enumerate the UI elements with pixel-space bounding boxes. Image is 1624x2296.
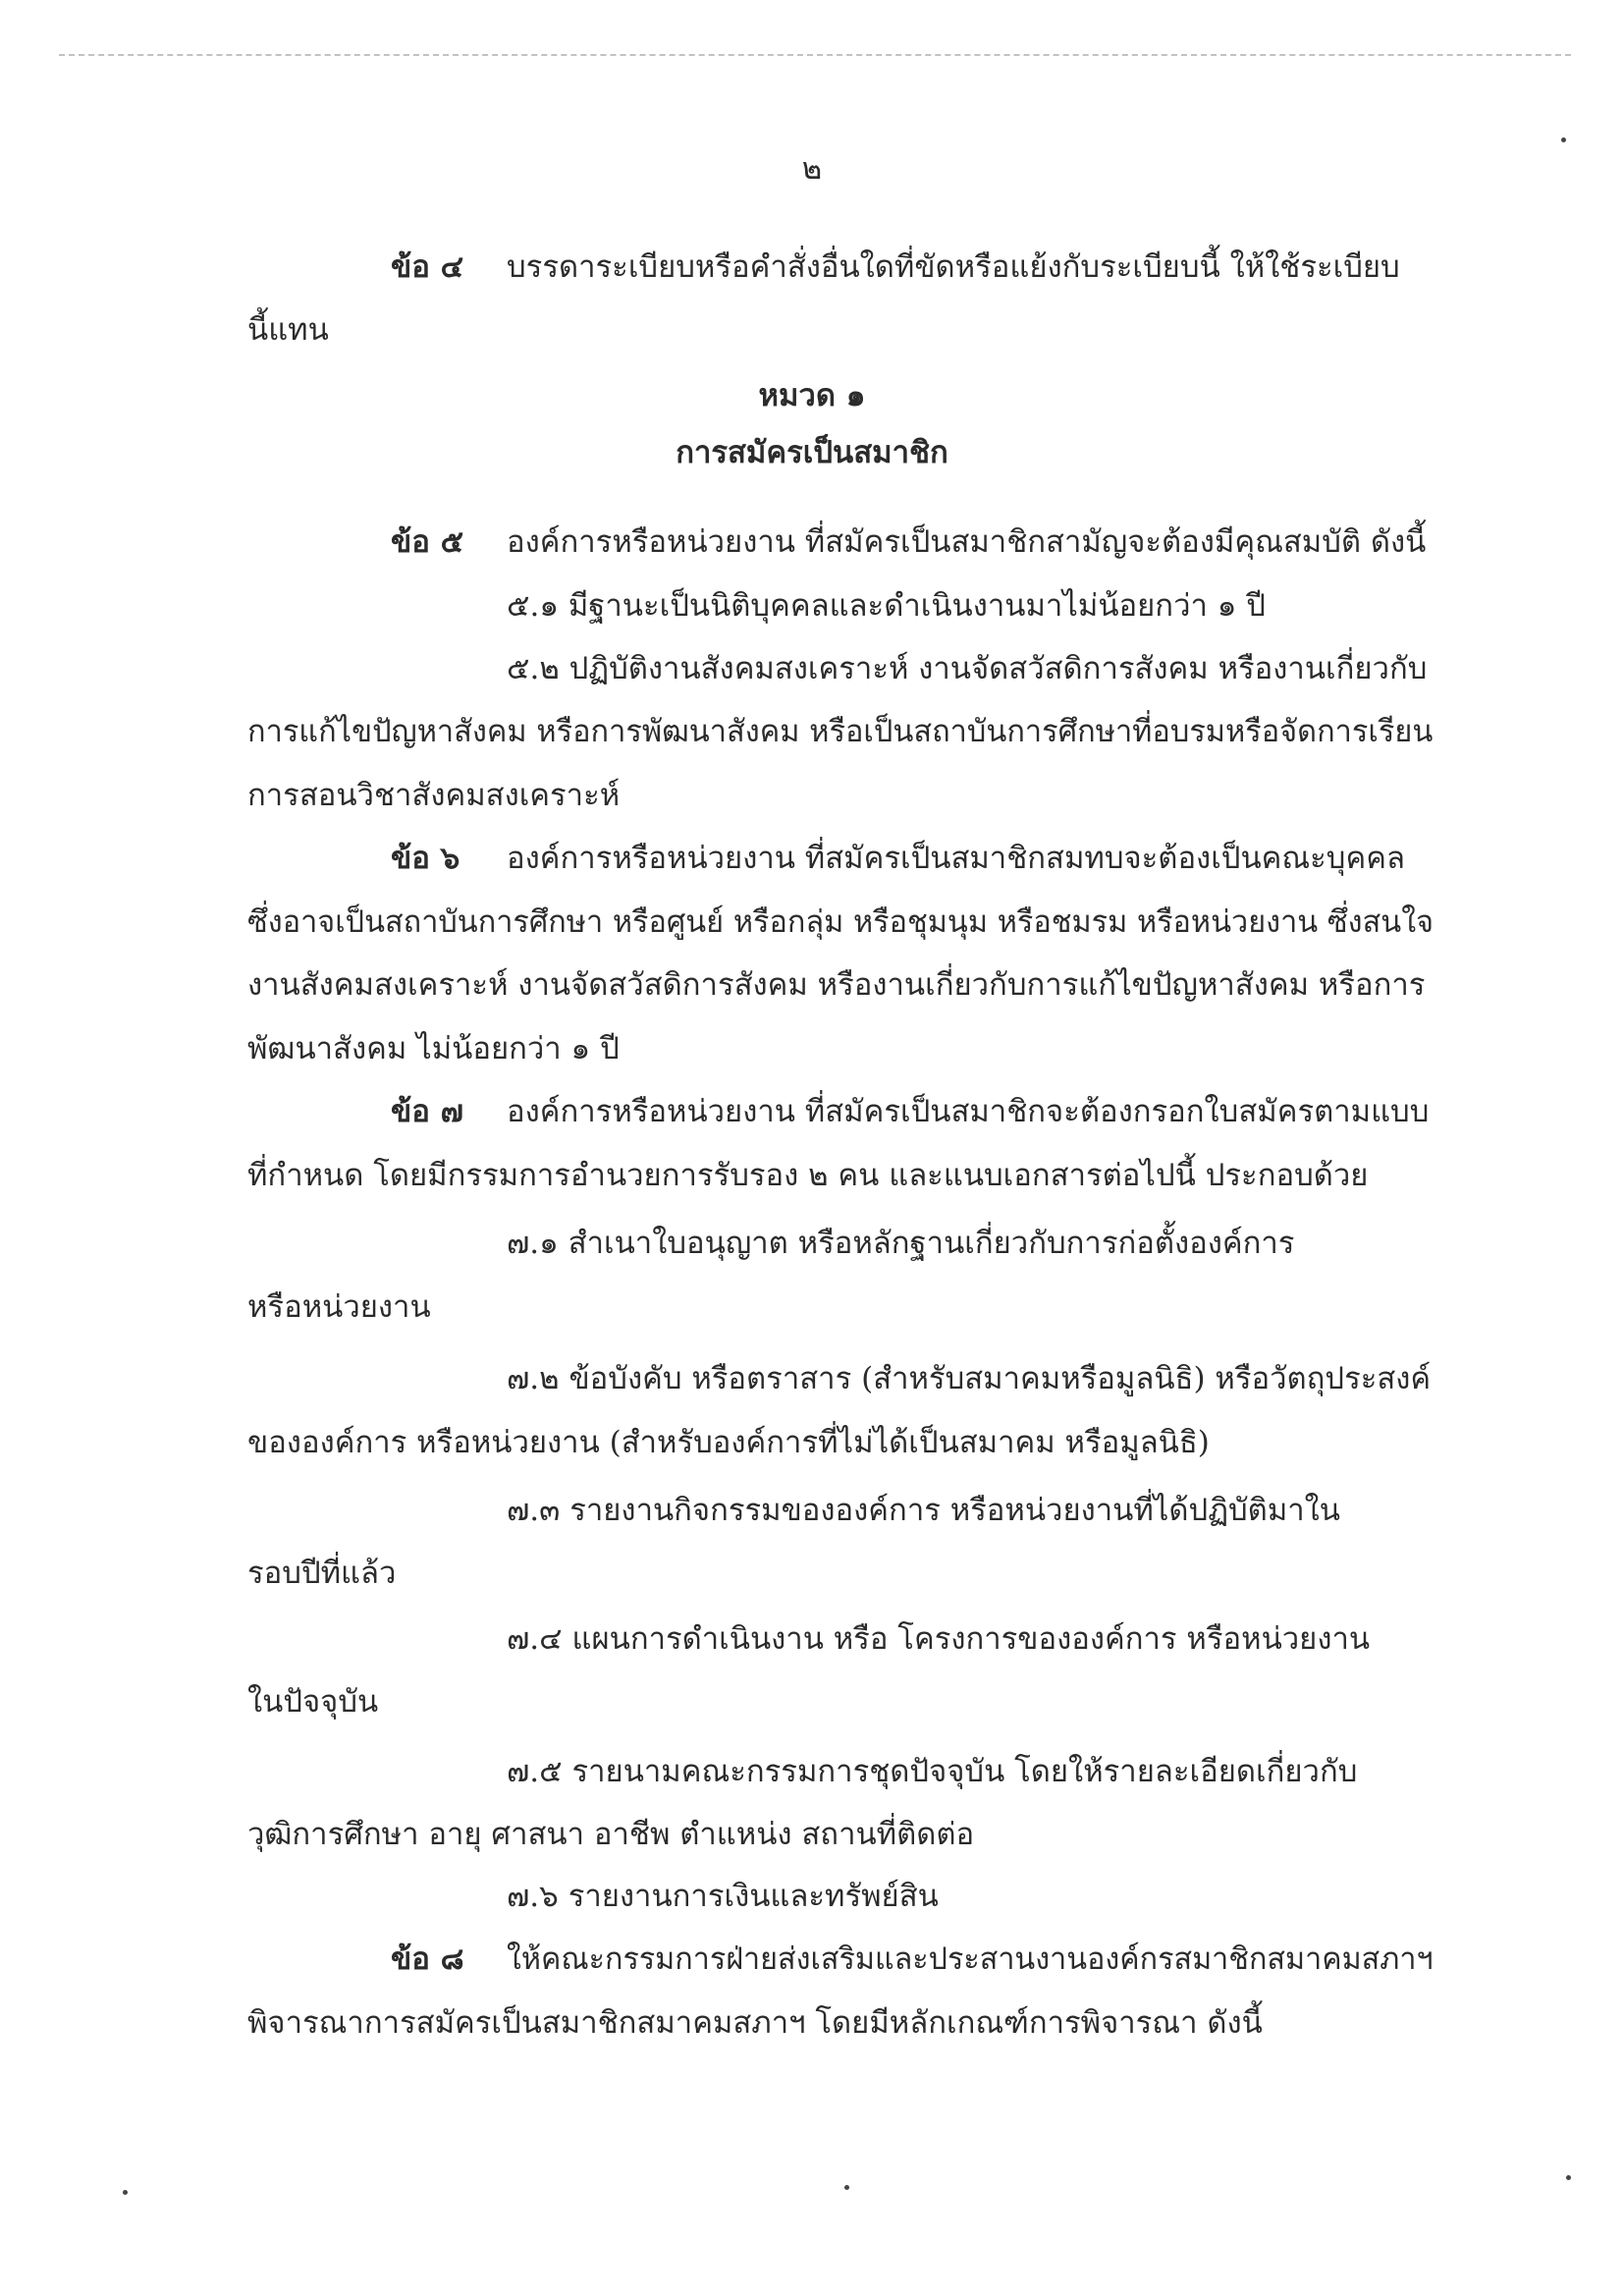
chapter-heading: หมวด ๑ xyxy=(758,378,866,413)
clause-7-cont: ที่กำหนด โดยมีกรรมการอำนวยการรับรอง ๒ คน และแนบเอกสารต่อไปนี้ ประกอบด้วย xyxy=(247,1158,1369,1193)
clause-4-text: บรรดาระเบียบหรือคำสั่งอื่นใดที่ขัดหรือแย้งกับระเบียบนี้ ให้ใช้ระเบียบ xyxy=(507,249,1400,285)
clause-5-label: ข้อ ๕ xyxy=(391,524,464,560)
clause-6-cont: ซึ่งอาจเป็นสถาบันการศึกษา หรือศูนย์ หรือกลุ่ม หรือชุมนุม หรือชมรม หรือหน่วยงาน ซึ่งสนใจ xyxy=(247,904,1435,940)
scan-speck xyxy=(123,2190,128,2195)
clause-7-3: ๗.๓ รายงานกิจกรรมขององค์การ หรือหน่วยงานที่ได้ปฏิบัติมาใน xyxy=(507,1493,1340,1528)
clause-8-cont: พิจารณาการสมัครเป็นสมาชิกสมาคมสภาฯ โดยมีหลักเกณฑ์การพิจารณา ดังนี้ xyxy=(247,2005,1263,2041)
clause-5-2-cont: การแก้ไขปัญหาสังคม หรือการพัฒนาสังคม หรือเป็นสถาบันการศึกษาที่อบรมหรือจัดการเรียน xyxy=(247,714,1434,749)
clause-7-1: ๗.๑ สำเนาใบอนุญาต หรือหลักฐานเกี่ยวกับการก่อตั้งองค์การ xyxy=(507,1226,1295,1261)
clause-7-3-cont: รอบปีที่แล้ว xyxy=(247,1556,397,1591)
clause-7-1-cont: หรือหน่วยงาน xyxy=(247,1289,431,1325)
clause-7-5: ๗.๕ รายนามคณะกรรมการชุดปัจจุบัน โดยให้รายละเอียดเกี่ยวกับ xyxy=(507,1754,1358,1789)
page-number: ๒ xyxy=(801,151,823,187)
clause-8-text: ให้คณะกรรมการฝ่ายส่งเสริมและประสานงานองค์กรสมาชิกสมาคมสภาฯ xyxy=(507,1941,1434,1977)
clause-5-1: ๕.๑ มีฐานะเป็นนิติบุคคลและดำเนินงานมาไม่น้อยกว่า ๑ ปี xyxy=(507,588,1266,624)
clause-5-2: ๕.๒ ปฏิบัติงานสังคมสงเคราะห์ งานจัดสวัสดิการสังคม หรืองานเกี่ยวกับ xyxy=(507,651,1428,686)
scan-artifact-line xyxy=(59,54,1571,56)
clause-4-label: ข้อ ๔ xyxy=(391,249,464,285)
clause-6-text: องค์การหรือหน่วยงาน ที่สมัครเป็นสมาชิกสมทบจะต้องเป็นคณะบุคคล xyxy=(507,841,1405,876)
clause-7-6: ๗.๖ รายงานการเงินและทรัพย์สิน xyxy=(507,1879,939,1914)
clause-7-5-cont: วุฒิการศึกษา อายุ ศาสนา อาชีพ ตำแหน่ง สถานที่ติดต่อ xyxy=(247,1817,975,1852)
scan-speck xyxy=(844,2185,849,2190)
clause-6-cont2: งานสังคมสงเคราะห์ งานจัดสวัสดิการสังคม หรืองานเกี่ยวกับการแก้ไขปัญหาสังคม หรือการ xyxy=(247,967,1426,1003)
clause-7-text: องค์การหรือหน่วยงาน ที่สมัครเป็นสมาชิกจะต้องกรอกใบสมัครตามแบบ xyxy=(507,1094,1430,1129)
scan-speck xyxy=(1561,137,1566,142)
clause-8-label: ข้อ ๘ xyxy=(391,1941,464,1977)
scan-speck xyxy=(1566,2175,1571,2180)
clause-7-label: ข้อ ๗ xyxy=(391,1094,463,1129)
clause-7-2-cont: ขององค์การ หรือหน่วยงาน (สำหรับองค์การที่ไม่ได้เป็นสมาคม หรือมูลนิธิ) xyxy=(247,1425,1210,1460)
clause-7-4: ๗.๔ แผนการดำเนินงาน หรือ โครงการขององค์การ หรือหน่วยงาน xyxy=(507,1621,1371,1657)
clause-5-2-cont2: การสอนวิชาสังคมสงเคราะห์ xyxy=(247,778,621,813)
clause-7-4-cont: ในปัจจุบัน xyxy=(247,1684,379,1720)
clause-7-2: ๗.๒ ข้อบังคับ หรือตราสาร (สำหรับสมาคมหรือมูลนิธิ) หรือวัตถุประสงค์ xyxy=(507,1361,1432,1396)
clause-6-label: ข้อ ๖ xyxy=(391,841,460,876)
clause-6-cont3: พัฒนาสังคม ไม่น้อยกว่า ๑ ปี xyxy=(247,1031,620,1066)
clause-4-cont: นี้แทน xyxy=(247,312,329,348)
clause-5-text: องค์การหรือหน่วยงาน ที่สมัครเป็นสมาชิกสามัญจะต้องมีคุณสมบัติ ดังนี้ xyxy=(507,524,1427,560)
chapter-title: การสมัครเป็นสมาชิก xyxy=(676,435,948,470)
